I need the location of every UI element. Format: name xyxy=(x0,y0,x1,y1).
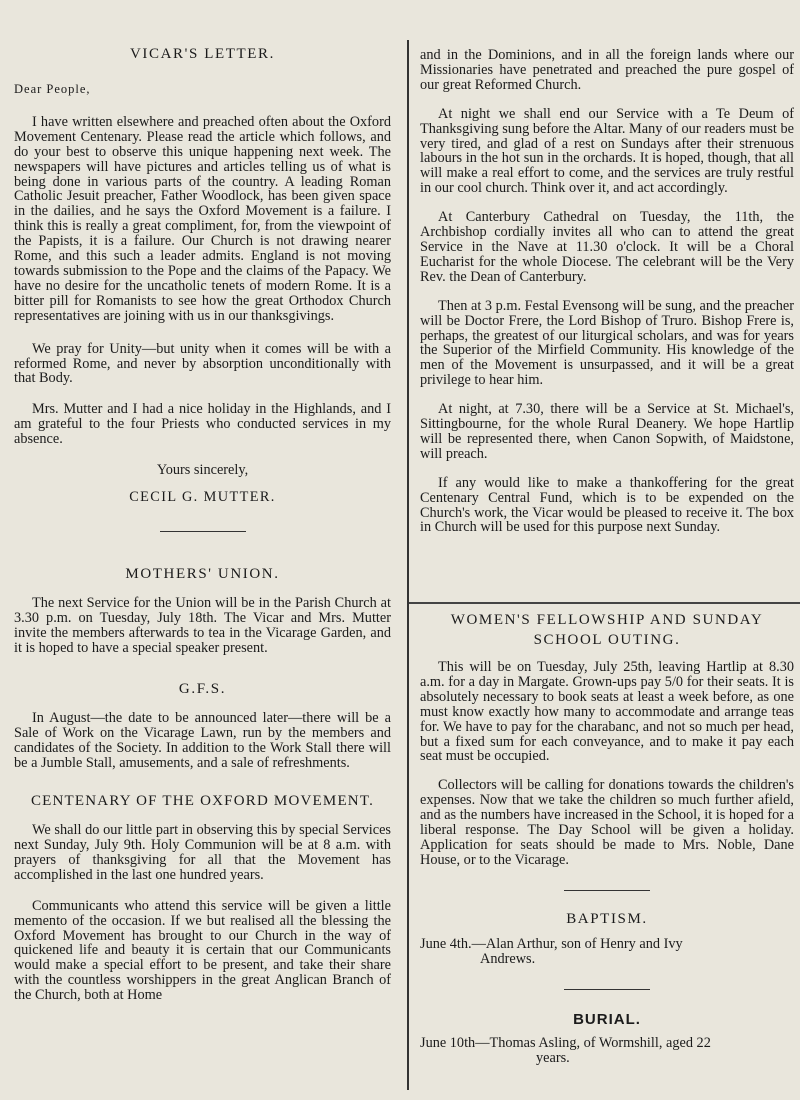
baptism-entry-line-2: Andrews. xyxy=(480,950,536,967)
womens-fellowship-paragraph-2: Collectors will be calling for donations towards the children's expenses. Now that we take the children so much further afield, and as the numbers have increased in the School, it is hoped for a liberal response. The Day School will be given a holiday. Application for seats should be made to Mrs. Noble, Dane House, or to the Vicarage. xyxy=(420,777,794,868)
salutation: Dear People, xyxy=(14,82,91,96)
burial-entry-line-2: years. xyxy=(536,1049,570,1066)
column-divider xyxy=(407,40,409,1090)
continued-paragraph-1: and in the Dominions, and in all the foreign lands where our Missionaries have penetrated and preached the pure gospel of our great Reformed Church. xyxy=(420,47,794,93)
gfs-heading: G.F.S. xyxy=(178,681,227,698)
mothers-union-heading: MOTHERS' UNION. xyxy=(125,565,280,582)
baptism-entry-line-1: June 4th.—Alan Arthur, son of Henry and Ivy xyxy=(420,935,683,952)
letter-closing: Yours sincerely, xyxy=(156,462,249,479)
continued-paragraph-4: Then at 3 p.m. Festal Evensong will be sung, and the preacher will be Doctor Frere, the Lord Bishop of Truro. Bishop Frere is, perhaps, the greatest of our liturgical scholars, and was for years the Superior of the Mirfield Community. His knowledge of the men of the Movement is unsurpassed, and it will be a great privilege to hear him. xyxy=(420,297,794,389)
letter-signature: CECIL G. MUTTER. xyxy=(129,488,276,505)
centenary-paragraph-2: Communicants who attend this service will be given a little memento of the occasion. If we but realised all the blessing the Oxford Movement has brought to our Church in the way of quickened life and beauty it is certain that our Communicants would make a special effort to be present, and take their share with the countless worshippers in the great Anglican Branch of the Church, both at Home xyxy=(14,897,391,1004)
separator-rule xyxy=(564,989,650,990)
womens-fellowship-heading-line-2: SCHOOL OUTING. xyxy=(533,632,681,648)
letter-paragraph-3: Mrs. Mutter and I had a nice holiday in the Highlands, and I am grateful to the four Priests who conducted services in my absence. xyxy=(14,401,391,448)
separator-rule xyxy=(564,890,650,891)
gfs-paragraph: In August—the date to be announced later—there will be a Sale of Work on the Vicarage Lawn, run by the members and candidates of the Society. In addition to the Work Stall there will be a Jumble Stall, amusements, and a sale of refreshments. xyxy=(14,710,391,772)
mothers-union-paragraph: The next Service for the Union will be in the Parish Church at 3.30 p.m. on Tuesday, July 18th. The Vicar and Mrs. Mutter invite the members afterwards to tea in the Vicarage Garden, and it is hoped to have a special speaker present. xyxy=(14,594,391,656)
womens-fellowship-paragraph-1: This will be on Tuesday, July 25th, leaving Hartlip at 8.30 a.m. for a day in Margate. Grown-ups pay 5/0 for their seats. It is absolutely necessary to book seats at least a week before, as one must know exactly how many to accommodate and arrange teas for. We have to pay for the charabanc, and not so much per head, but a fixed sum for each conveyance, and to make it pay each seat must be occupied. xyxy=(420,659,794,765)
centenary-paragraph-1: We shall do our little part in observing this by special Services next Sunday, July 9th. Holy Communion will be at 8 a.m. with prayers of thanksgiving for all that the Movement has accomplished in the last one hundred years. xyxy=(14,822,391,883)
burial-heading: BURIAL. xyxy=(573,1010,641,1028)
baptism-heading: BAPTISM. xyxy=(566,910,648,927)
burial-entry xyxy=(420,1036,794,1066)
womens-fellowship-heading xyxy=(420,612,794,652)
continued-paragraph-3: At Canterbury Cathedral on Tuesday, the 11th, the Archbishop cordially invites all who can to attend the great Service in the Nave at 11.30 o'clock. It will be a Choral Eucharist for the whole Diocese. The celebrant will be the Very Rev. the Dean of Canterbury. xyxy=(420,209,794,285)
continued-paragraph-2: At night we shall end our Service with a Te Deum of Thanksgiving sung before the Altar. Many of our readers must be very tired, and glad of a rest on Sundays after their strenuous labours in the hot sun in the orchards. It is hoped, though, that all will make a real effort to come, and the services are truly restful in our cool church. Think over it, and act accordingly. xyxy=(420,105,794,197)
womens-fellowship-body xyxy=(420,660,794,1065)
centenary-heading: CENTENARY OF THE OXFORD MOVEMENT. xyxy=(30,793,375,810)
letter-paragraph-1: I have written elsewhere and preached often about the Oxford Movement Centenary. Please read the article which follows, and do your best to observe this unique happening next week. The newspapers will have pictures and articles telling us of what is being done in various parts of the country. A leading Roman Catholic Jesuit preacher, Father Woodlock, has been given space in the dailies, and he says the Oxford Movement is a failure. I think this is really a great compliment, for, from the viewpoint of the Papists, it is a failure. Our Church is not drawing nearer Rome, and this such a leader admits. England is not moving towards submission to the Pope and the claims of the Papacy. We have no desire for the uncatholic tenets of modern Rome. It is a bitter pill for Romanists to see how the great Orthodox Church representatives are joining with us in our thanksgivings. xyxy=(14,113,391,324)
womens-fellowship-heading-line-1: WOMEN'S FELLOWSHIP AND SUNDAY xyxy=(450,612,764,628)
baptism-entry xyxy=(420,937,794,967)
burial-entry-line-1: June 10th—Thomas Asling, of Wormshill, aged 22 xyxy=(420,1034,711,1051)
continued-paragraph-5: At night, at 7.30, there will be a Service at St. Michael's, Sittingbourne, for the whole Rural Deanery. We hope Hartlip will be represented there, when Canon Sopwith, of Maidstone, will preach. xyxy=(420,401,794,462)
continued-paragraph-6: If any would like to make a thankoffering for the great Centenary Central Fund, which is to be expended on the Church's work, the Vicar would be pleased to receive it. The box in Church will be used for this purpose next Sunday. xyxy=(420,474,794,536)
separator-rule xyxy=(160,531,246,532)
vicars-letter-heading: VICAR'S LETTER. xyxy=(129,46,276,62)
right-column xyxy=(410,0,800,1100)
letter-paragraph-2: We pray for Unity—but unity when it comes will be with a reformed Rome, and never by absorption unconditionally with that Body. xyxy=(14,340,391,387)
